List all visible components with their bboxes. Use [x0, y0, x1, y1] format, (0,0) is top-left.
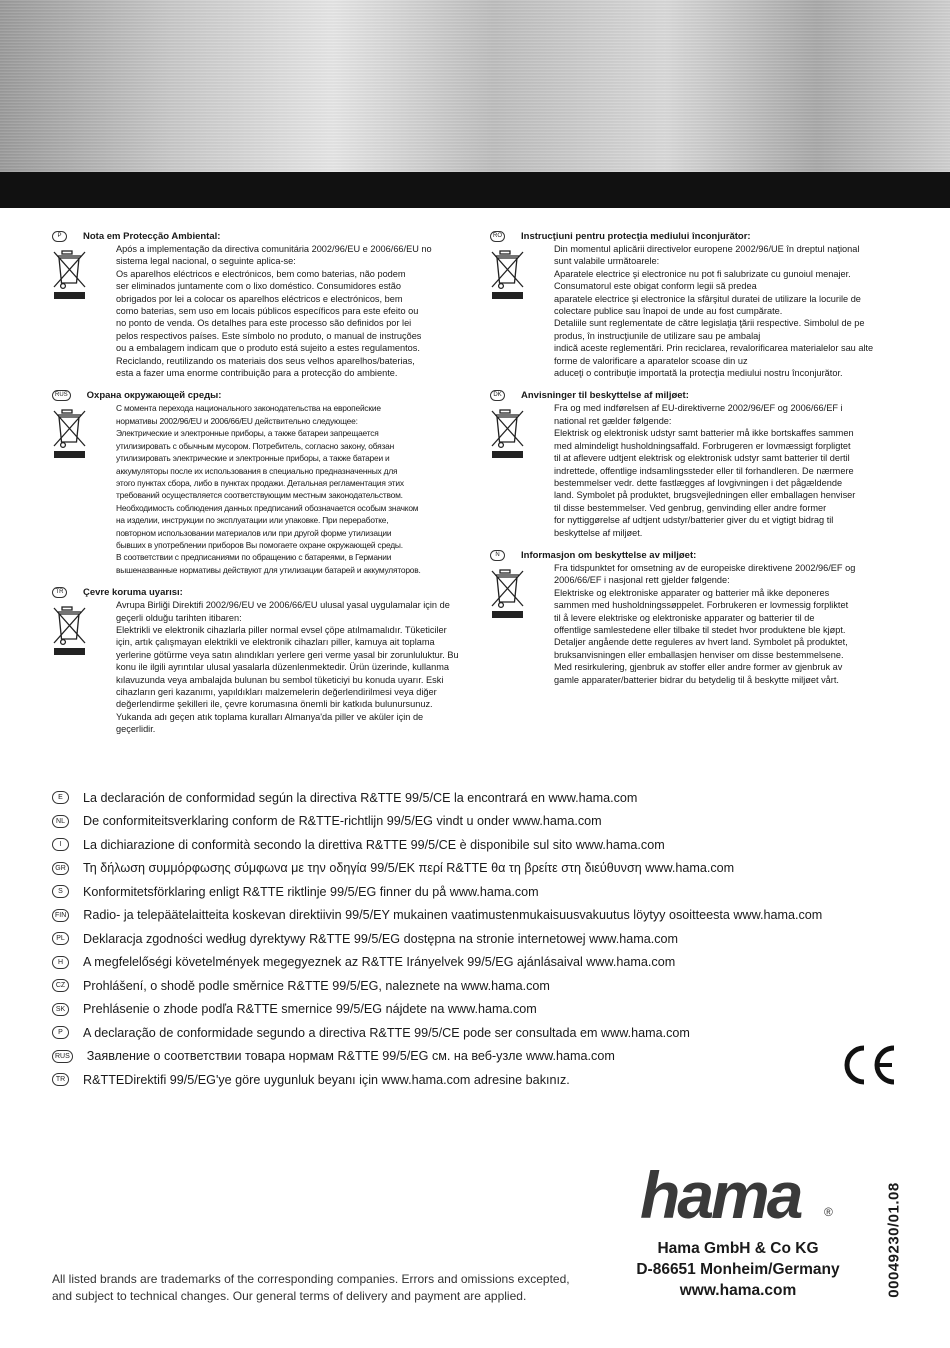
company-name: Hama GmbH & Co KG — [657, 1240, 819, 1257]
declaration-row — [52, 833, 922, 857]
article-number-text: 00049230/01.08 — [885, 1182, 903, 1298]
company-address: D-86651 Monheim/Germany — [636, 1261, 840, 1278]
environment-notice — [490, 549, 900, 686]
notice-text: С момента перехода национального законодательства на европейские нормативы 2002/96/EU и 2006/66/EU действительно следующее: Электрические и электронные приборы, а также батареи запрещается утилизировать с обычным мусором. Потребитель, согласно закону, обязан утилизировать электрические и электронные приборы, а также батареи и аккумуляторы после их использования в специально предназначенных для этого пунктах сбора, либо в пунктах продажи. Детальная регламентация этих требований осуществляется соответствующим местным законодательством. Необходимость соблюдения данных предписаний обозначается особым значком на изделии, инструкции по эксплуатации или упаковке. При переработке, повторном использовании материалов или при другой форме утилизации бывших в употреблении приборов Вы помогаете охране окружающей среды. В соответствии с предписаниями по обращению с батареями, в Германии вышеназванные нормативы действуют для утилизации батарей и аккумуляторов. — [116, 403, 421, 575]
notice-title: Instrucţiuni pentru protecţia mediului înconjurător: — [521, 231, 751, 242]
crossed-out-wheelie-bin-icon — [490, 402, 554, 538]
declaration-row — [52, 880, 922, 904]
language-code-badge: S — [52, 885, 69, 898]
declaration-text: Radio- ja telepäätelaitteita koskevan direktiivin 99/5/EY mukainen vaatimustenmukaisuusvakuutus löytyy osoitteesta www.hama.com — [83, 908, 823, 923]
declaration-text: Заявление о соответствии товара нормам R&TTE 99/5/EG см. на веб-узле www.hama.com — [86, 1049, 615, 1064]
declaration-text: Konformitetsförklaring enligt R&TTE riktlinje 99/5/EG finner du på www.hama.com — [83, 884, 539, 899]
notice-text: Avrupa Birliği Direktifi 2002/96/EU ve 2006/66/EU ulusal yasal uygulamalar için de geçerli olduğu tarihten itibaren: Elektrikli ve elektronik cihazlarla piller normal evsel çöpe atılmamalıdır. Tüketiciler için, artık çalışmayan elektrikli ve elektronik cihazları piller, kamuya ait toplama yerlerine götürme veya satın alındıkları yerlere geri verme yasal bir zorunluluktur. Bu konu ile ilgili ayrıntılar ulusal yasalarla düzenlenmektedir. Ürün üzerinde, kullanma kılavuzunda veya ambalajda bulunan bu sembol tüketiciyi bu konuda uyarır. Eski cihazların geri kazanımı, yapıldıkları malzemelerin değerlendirilmesi veya diğer değerlendirme şekilleri ile, çevre korumasına önemli bir katkıda bulunursunuz. Yukanda adı geçen atık toplama kuralları Almanya'da piller ve aküler için de geçerlidir. — [116, 600, 459, 735]
declaration-text: Prohlášení, o shodě podle směrnice R&TTE 99/5/EG, naleznete na www.hama.com — [83, 978, 550, 993]
header-black-band — [0, 172, 950, 208]
language-code-badge: H — [52, 956, 69, 969]
crossed-out-wheelie-bin-icon — [52, 243, 116, 379]
environment-notice — [52, 230, 462, 379]
declaration-text: Τη δήλωση συμμόρφωσης σύμφωνα με την οδηγία 99/5/ΕΚ περί R&TTE θα τη βρείτε στη διεύθυνση www.hama.com — [83, 861, 735, 876]
article-number — [884, 1170, 904, 1310]
declaration-row — [52, 998, 922, 1022]
declaration-text: La declaración de conformidad según la directiva R&TTE 99/5/CE la encontrará en www.hama.com — [83, 790, 638, 805]
environment-notices-right — [490, 230, 900, 696]
crossed-out-wheelie-bin-icon — [52, 402, 116, 576]
language-code-badge: CZ — [52, 979, 69, 992]
language-code-badge: RO — [490, 231, 505, 242]
language-code-badge: RUS — [52, 390, 71, 401]
declaration-row — [52, 951, 922, 975]
declaration-text: De conformiteitsverklaring conform de R&TTE-richtlijn 99/5/EG vindt u onder www.hama.com — [83, 814, 602, 829]
declaration-row — [52, 904, 922, 928]
crossed-out-wheelie-bin-icon — [490, 562, 554, 686]
declarations-of-conformity — [52, 786, 922, 1092]
environment-notice — [52, 586, 462, 735]
environment-notice — [52, 389, 462, 576]
declaration-row — [52, 1021, 922, 1045]
declaration-text: A megfelelőségi követelmények megegyeznek az R&TTE Irányelvek 99/5/EG ajánlásaival www.hama.com — [83, 955, 676, 970]
language-code-badge: SK — [52, 1003, 69, 1016]
notice-text: Din momentul aplicării directivelor europene 2002/96/UE în dreptul naţional sunt valabile următoarele: Aparatele electrice şi electronice nu pot fi salubrizate cu gunoiul menajer. Consumatorul este obigat conform legii să predea aparatele electrice şi electronice la sfârşitul duratei de utilizare la locurile de colectare publice sau înapoi de unde au fost cumpărate. Detaliile sunt reglementate de către legislaţia ţării respective. Simbolul de pe produs, în instrucţiunile de utilizare sau pe ambalaj indică aceste reglementări. Prin reciclarea, revalorificarea materialelor sau alte forme de valorificare a aparatelor scoase din uz aduceţi o contribuţie importată la protecţia mediului nostru înconjurător. — [554, 244, 874, 379]
environment-notice — [490, 230, 900, 379]
notice-title: Nota em Protecção Ambiental: — [83, 231, 221, 242]
language-code-badge: E — [52, 791, 69, 804]
declaration-text: La dichiarazione di conformità secondo la direttiva R&TTE 99/5/CE è disponibile sul sito www.hama.com — [83, 837, 665, 852]
declaration-row — [52, 786, 922, 810]
declaration-row — [52, 810, 922, 834]
environment-notices-left — [52, 230, 462, 746]
declaration-row — [52, 1068, 922, 1092]
declaration-text: A declaração de conformidade segundo a directiva R&TTE 99/5/CE pode ser consultada em www.hama.com — [83, 1025, 690, 1040]
footer-disclaimer: All listed brands are trademarks of the corresponding companies. Errors and omissions excepted, and subject to technical changes. Our general terms of delivery and payment are applied. — [52, 1272, 570, 1303]
company-website[interactable]: www.hama.com — [679, 1282, 797, 1299]
notice-text: Fra og med indførelsen af EU-direktiverne 2002/96/EF og 2006/66/EF i national ret gælder følgende: Elektrisk og elektronisk udstyr samt batterier må ikke bortskaffes sammen med almindeligt husholdningsaffald. Forbrugeren er lovmæssigt forpligtet til at aflevere udtjent elektrisk og elektronisk udstyr samt batterier til dertil indrettede, offentlige indsamlingssteder eller til forhandleren. De nærmere bestemmelser vedr. dette fastlægges af lovgivningen i det pågældende land. Symbolet på produktet, brugsvejledningen eller emballagen henviser til disse bestemmelser. Ved genbrug, genvinding eller andre former for nyttiggørelse af udtjent udstyr/batterier giver du et vigtigt bidrag til beskyttelse af miljøet. — [554, 403, 856, 538]
crossed-out-wheelie-bin-icon — [490, 243, 554, 379]
ce-mark-icon — [840, 1044, 900, 1091]
language-code-badge: NL — [52, 815, 69, 828]
language-code-badge: I — [52, 838, 69, 851]
language-code-badge: P — [52, 231, 67, 242]
notice-text: Após a implementação da directiva comunitária 2002/96/EU e 2006/66/EU no sistema legal nacional, o seguinte aplica-se: Os aparelhos eléctricos e electrónicos, bem como baterias, não podem ser eliminados juntamente com o lixo doméstico. Consumidores estão obrigados por lei a colocar os aparelhos eléctricos e electrónicos, bem como baterias, sem uso em locais públicos específicos para este efeito ou no ponto de venda. Os detalhes para este processo são definidos por lei pelos respectivos países. Este símbolo no produto, o manual de instruções ou a embalagem indicam que o produto está sujeito a estes regulamentos. Reciclando, reutilizando os materiais dos seus velhos aparelhos/baterias, esta a fazer uma enorme contribuição para a protecção do ambiente. — [116, 244, 432, 379]
declaration-row — [52, 857, 922, 881]
hama-logo — [638, 1166, 838, 1226]
language-code-badge: TR — [52, 587, 67, 598]
declaration-row — [52, 927, 922, 951]
language-code-badge: DK — [490, 390, 505, 401]
language-code-badge: RUS — [52, 1050, 73, 1063]
notice-title: Çevre koruma uyarısı: — [83, 587, 183, 599]
language-code-badge: P — [52, 1026, 69, 1039]
declaration-text: Deklaracja zgodności według dyrektywy R&TTE 99/5/EG dostępna na stronie internetowej www.hama.com — [83, 931, 678, 946]
registered-mark: ® — [824, 1205, 833, 1219]
declaration-text: R&TTEDirektifi 99/5/EG'ye göre uygunluk beyanı için www.hama.com adresine bakınız. — [83, 1072, 570, 1087]
language-code-badge: PL — [52, 932, 69, 945]
notice-title: Anvisninger til beskyttelse af miljøet: — [521, 390, 689, 402]
company-address-block — [620, 1238, 856, 1301]
brushed-metal-header — [0, 0, 950, 172]
notice-text: Fra tidspunktet for omsetning av de europeiske direktivene 2002/96/EF og 2006/66/EF i nasjonal rett gjelder følgende: Elektriske og elektroniske apparater og batterier må ikke deponeres sammen med husholdningssøppelet. Forbrukeren er lovmessig forpliktet til å levere elektriske og elektroniske apparater og batterier til de offentlige samlestedene eller tilbake til stedet hvor produktene ble kjøpt. Detaljer angående dette reguleres av hvert land. Symbolet på produktet, bruksanvisningen eller emballasjen henviser om disse bestemmelsene. Med resirkulering, gjenbruk av stoffer eller andre former av gjenbruk av gamle apparater/batterier bidrar du betydelig til å beskytte miljøet vårt. — [554, 562, 856, 685]
crossed-out-wheelie-bin-icon — [52, 599, 116, 735]
language-code-badge: TR — [52, 1073, 69, 1086]
declaration-text: Prehlásenie o zhode podľa R&TTE smernice 99/5/EG nájdete na www.hama.com — [83, 1002, 537, 1017]
environment-notice — [490, 389, 900, 538]
notice-title: Informasjon om beskyttelse av miljøet: — [521, 549, 697, 561]
language-code-badge: N — [490, 550, 505, 561]
logo-wordmark: hama — [640, 1166, 801, 1226]
language-code-badge: GR — [52, 862, 69, 875]
declaration-row — [52, 1045, 922, 1069]
notice-title: Охрана окружающей среды: — [86, 390, 222, 402]
language-code-badge: FIN — [52, 909, 69, 922]
declaration-row — [52, 974, 922, 998]
